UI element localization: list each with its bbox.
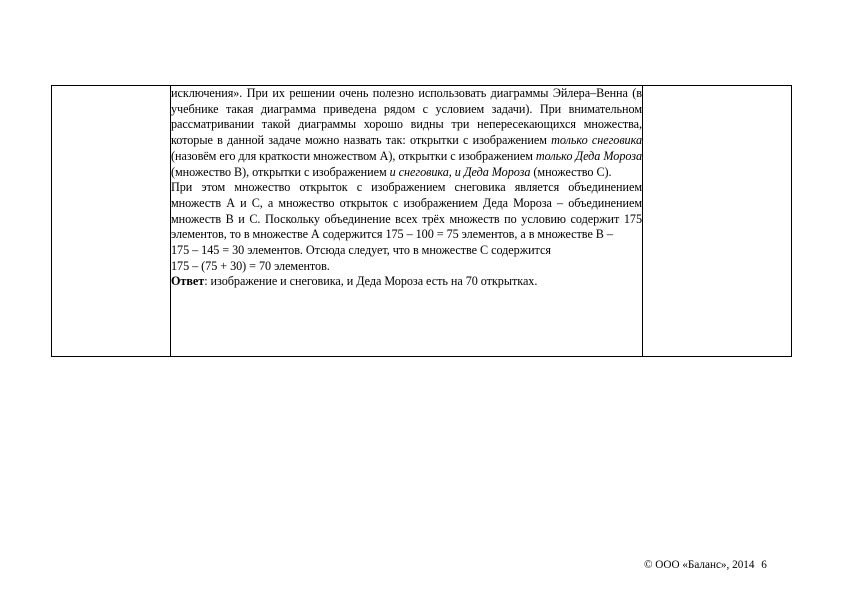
text-segment: (множество В), открытки с изображением [171,164,390,179]
paragraph-diagram-explanation [171,86,642,180]
text-segment: исключения». При их решении очень полезно использовать диаграммы Эйлера–Венна (в учебнике такая диаграмма приведена рядом с условием задачи). При внимательном рассматривании такой диаграммы хорошо видны три непересекающихся множества, которые в данной задаче можно назвать так: открытки с изображением [171,86,642,148]
text-segment: (множество С). [530,164,612,179]
content-table [51,85,792,357]
paragraph-answer [171,274,642,290]
page-number: 6 [761,559,767,571]
italic-text: только снеговика [551,133,642,148]
italic-text: и снеговика, и Деда Мороза [389,164,531,179]
page-footer [644,559,767,571]
italic-text: только Деда Мороза [535,148,643,163]
solution-text-cell [171,86,643,357]
left-empty-cell [52,86,171,357]
text-segment: (назовём его для краткости множеством А), открытки с изображением [171,148,536,163]
answer-label: Ответ [171,274,205,289]
table-row [52,86,792,357]
answer-text: : изображение и снеговика, и Деда Мороза есть на 70 открытках. [204,274,538,289]
computation-line: 175 – 145 = 30 элементов. Отсюда следует, что в множестве С содержится [171,243,551,258]
computation-line: 175 – (75 + 30) = 70 элементов. [171,258,330,273]
paragraph-computation [171,243,642,274]
paragraph-set-union: При этом множество открыток с изображением снеговика является объединением множеств А и С, а множество открыток с изображением Деда Мороза – объединением множеств В и С. Поскольку объединение всех трёх множеств по условию содержит 175 элементов, то в множестве А содержится 175 – 100 = 75 элементов, а в множестве В – [171,180,642,242]
right-empty-cell [643,86,792,357]
copyright-text: © ООО «Баланс», 2014 [644,559,755,571]
